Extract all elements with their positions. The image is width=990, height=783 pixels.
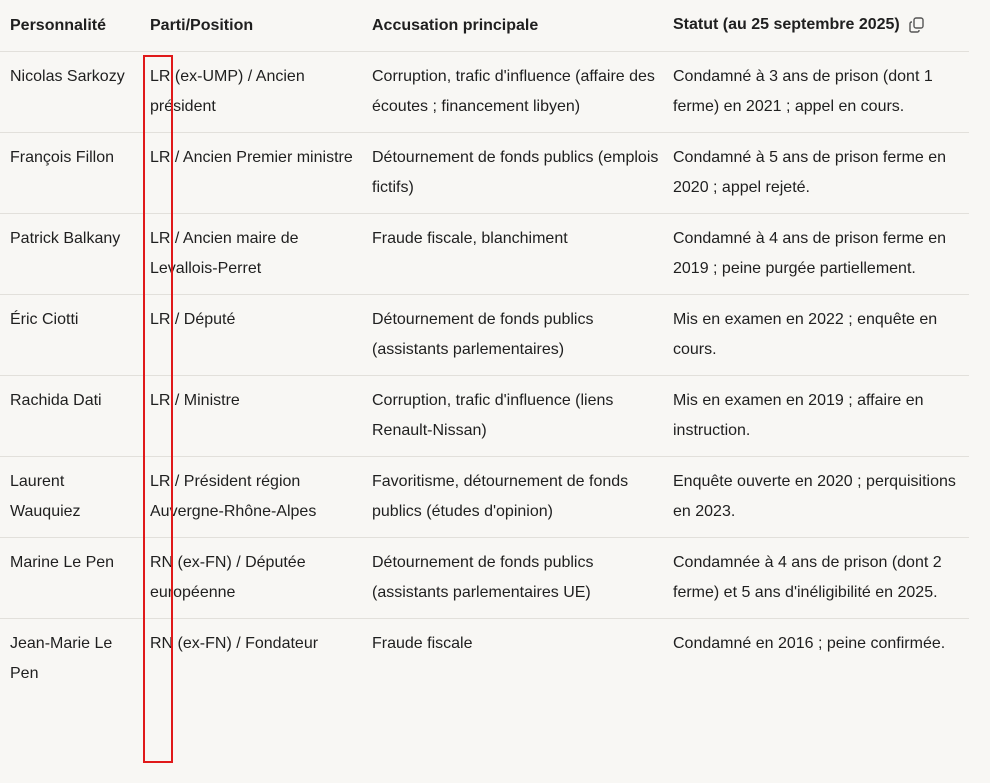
table-row	[0, 52, 969, 133]
cell-personnalite: Nicolas Sarkozy	[0, 52, 140, 133]
cell-statut: Condamné à 5 ans de prison ferme en 2020 ; appel rejeté.	[663, 133, 969, 214]
table-row	[0, 295, 969, 376]
cell-accusation: Fraude fiscale	[372, 635, 473, 652]
header-statut-label: Statut (au 25 septembre 2025)	[673, 16, 900, 34]
cell-accusation: Corruption, trafic d'influence (liens Renault-Nissan)	[362, 376, 663, 457]
table-row	[0, 619, 969, 700]
copy-icon[interactable]	[908, 16, 926, 34]
cell-parti: LR / Ministre	[140, 376, 362, 457]
cell-statut: Condamné à 4 ans de prison ferme en 2019 ; peine purgée partiellement.	[663, 214, 969, 295]
cell-accusation: Détournement de fonds publics (emplois fictifs)	[362, 133, 663, 214]
header-statut	[663, 0, 969, 52]
header-personnalite: Personnalité	[0, 0, 140, 52]
cell-accusation: Fraude fiscale, blanchiment	[362, 214, 663, 295]
cell-accusation: Détournement de fonds publics (assistants parlementaires)	[362, 295, 663, 376]
table-row	[0, 457, 969, 538]
cell-personnalite: Marine Le Pen	[0, 538, 140, 619]
cell-personnalite: François Fillon	[0, 133, 140, 214]
cell-parti: LR / Ancien maire de Levallois-Perret	[140, 214, 362, 295]
table-row	[0, 538, 969, 619]
cell-parti: RN (ex-FN) / Fondateur	[150, 635, 319, 652]
cell-accusation: Détournement de fonds publics (assistants parlementaires UE)	[362, 538, 663, 619]
cell-statut: Condamné à 3 ans de prison (dont 1 ferme) en 2021 ; appel en cours.	[663, 52, 969, 133]
cell-statut: Condamnée à 4 ans de prison (dont 2 ferme) et 5 ans d'inéligibilité en 2025.	[663, 538, 969, 619]
cell-parti: LR / Président région Auvergne-Rhône-Alpes	[140, 457, 362, 538]
cell-parti: LR (ex-UMP) / Ancien président	[140, 52, 362, 133]
cell-personnalite: Rachida Dati	[0, 376, 140, 457]
cell-personnalite: Patrick Balkany	[0, 214, 140, 295]
cell-personnalite: Jean-Marie Le Pen	[10, 635, 113, 682]
cell-parti: RN (ex-FN) / Députée européenne	[140, 538, 362, 619]
cell-personnalite: Laurent Wauquiez	[0, 457, 140, 538]
cell-parti: LR / Député	[140, 295, 362, 376]
header-accusation: Accusation principale	[362, 0, 663, 52]
cell-accusation: Corruption, trafic d'influence (affaire des écoutes ; financement libyen)	[362, 52, 663, 133]
cell-parti: LR / Ancien Premier ministre	[140, 133, 362, 214]
cell-accusation: Favoritisme, détournement de fonds publics (études d'opinion)	[362, 457, 663, 538]
cell-statut: Enquête ouverte en 2020 ; perquisitions en 2023.	[663, 457, 969, 538]
header-parti: Parti/Position	[140, 0, 362, 52]
cell-personnalite: Éric Ciotti	[0, 295, 140, 376]
table-row	[0, 214, 969, 295]
cell-statut: Mis en examen en 2019 ; affaire en instruction.	[663, 376, 969, 457]
table-header-row	[0, 0, 969, 52]
cell-statut: Condamné en 2016 ; peine confirmée.	[673, 635, 946, 652]
table-row	[0, 133, 969, 214]
table-row	[0, 376, 969, 457]
cell-statut: Mis en examen en 2022 ; enquête en cours.	[663, 295, 969, 376]
